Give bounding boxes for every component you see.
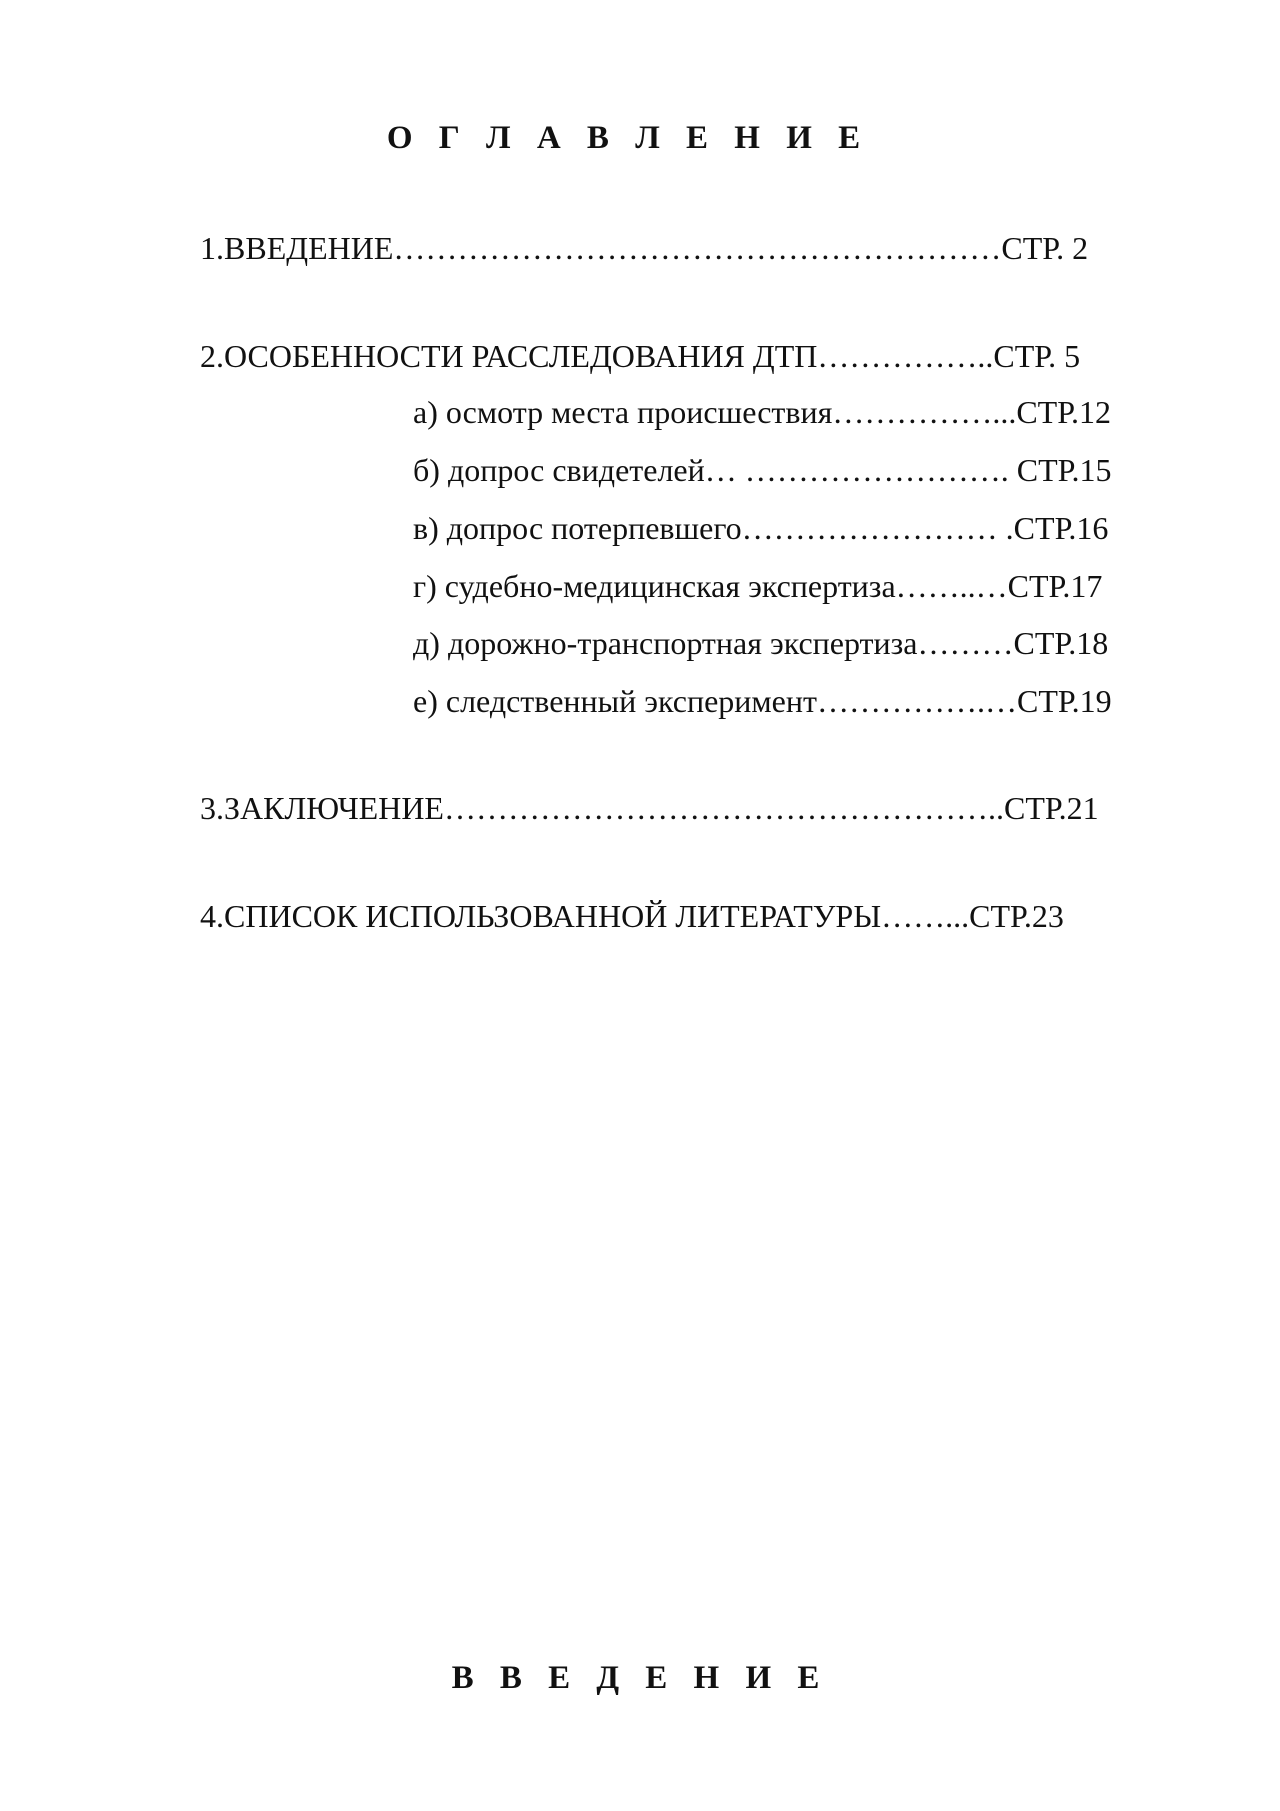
toc-entry-introduction: 1.ВВЕДЕНИЕ…………………………………………………СТР. 2: [200, 230, 1089, 266]
introduction-heading: В В Е Д Е Н И Е: [451, 1660, 829, 1696]
toc-entry-bibliography: 4.СПИСОК ИСПОЛЬЗОВАННОЙ ЛИТЕРАТУРЫ……...СТР.23: [200, 898, 1064, 934]
toc-subentry-e: е) следственный эксперимент…………….…СТР.19: [413, 683, 1112, 719]
toc-subentry-d: д) дорожно-транспортная экспертиза………СТР.18: [413, 625, 1109, 661]
toc-entry-investigation-features: 2.ОСОБЕННОСТИ РАССЛЕДОВАНИЯ ДТП……………..СТР. 5: [200, 338, 1081, 374]
toc-subentry-v: в) допрос потерпевшего…………………… .СТР.16: [413, 510, 1109, 546]
toc-subentry-g: г) судебно-медицинская экспертиза……..…СТР.17: [413, 568, 1103, 604]
toc-heading: О Г Л А В Л Е Н И Е: [386, 120, 870, 156]
toc-subentry-a: а) осмотр места происшествия……………...СТР.12: [413, 394, 1112, 430]
toc-subentry-b: б) допрос свидетелей… ……………………. СТР.15: [413, 452, 1112, 488]
toc-entry-conclusion: 3.ЗАКЛЮЧЕНИЕ……………………………………………..СТР.21: [200, 790, 1099, 826]
